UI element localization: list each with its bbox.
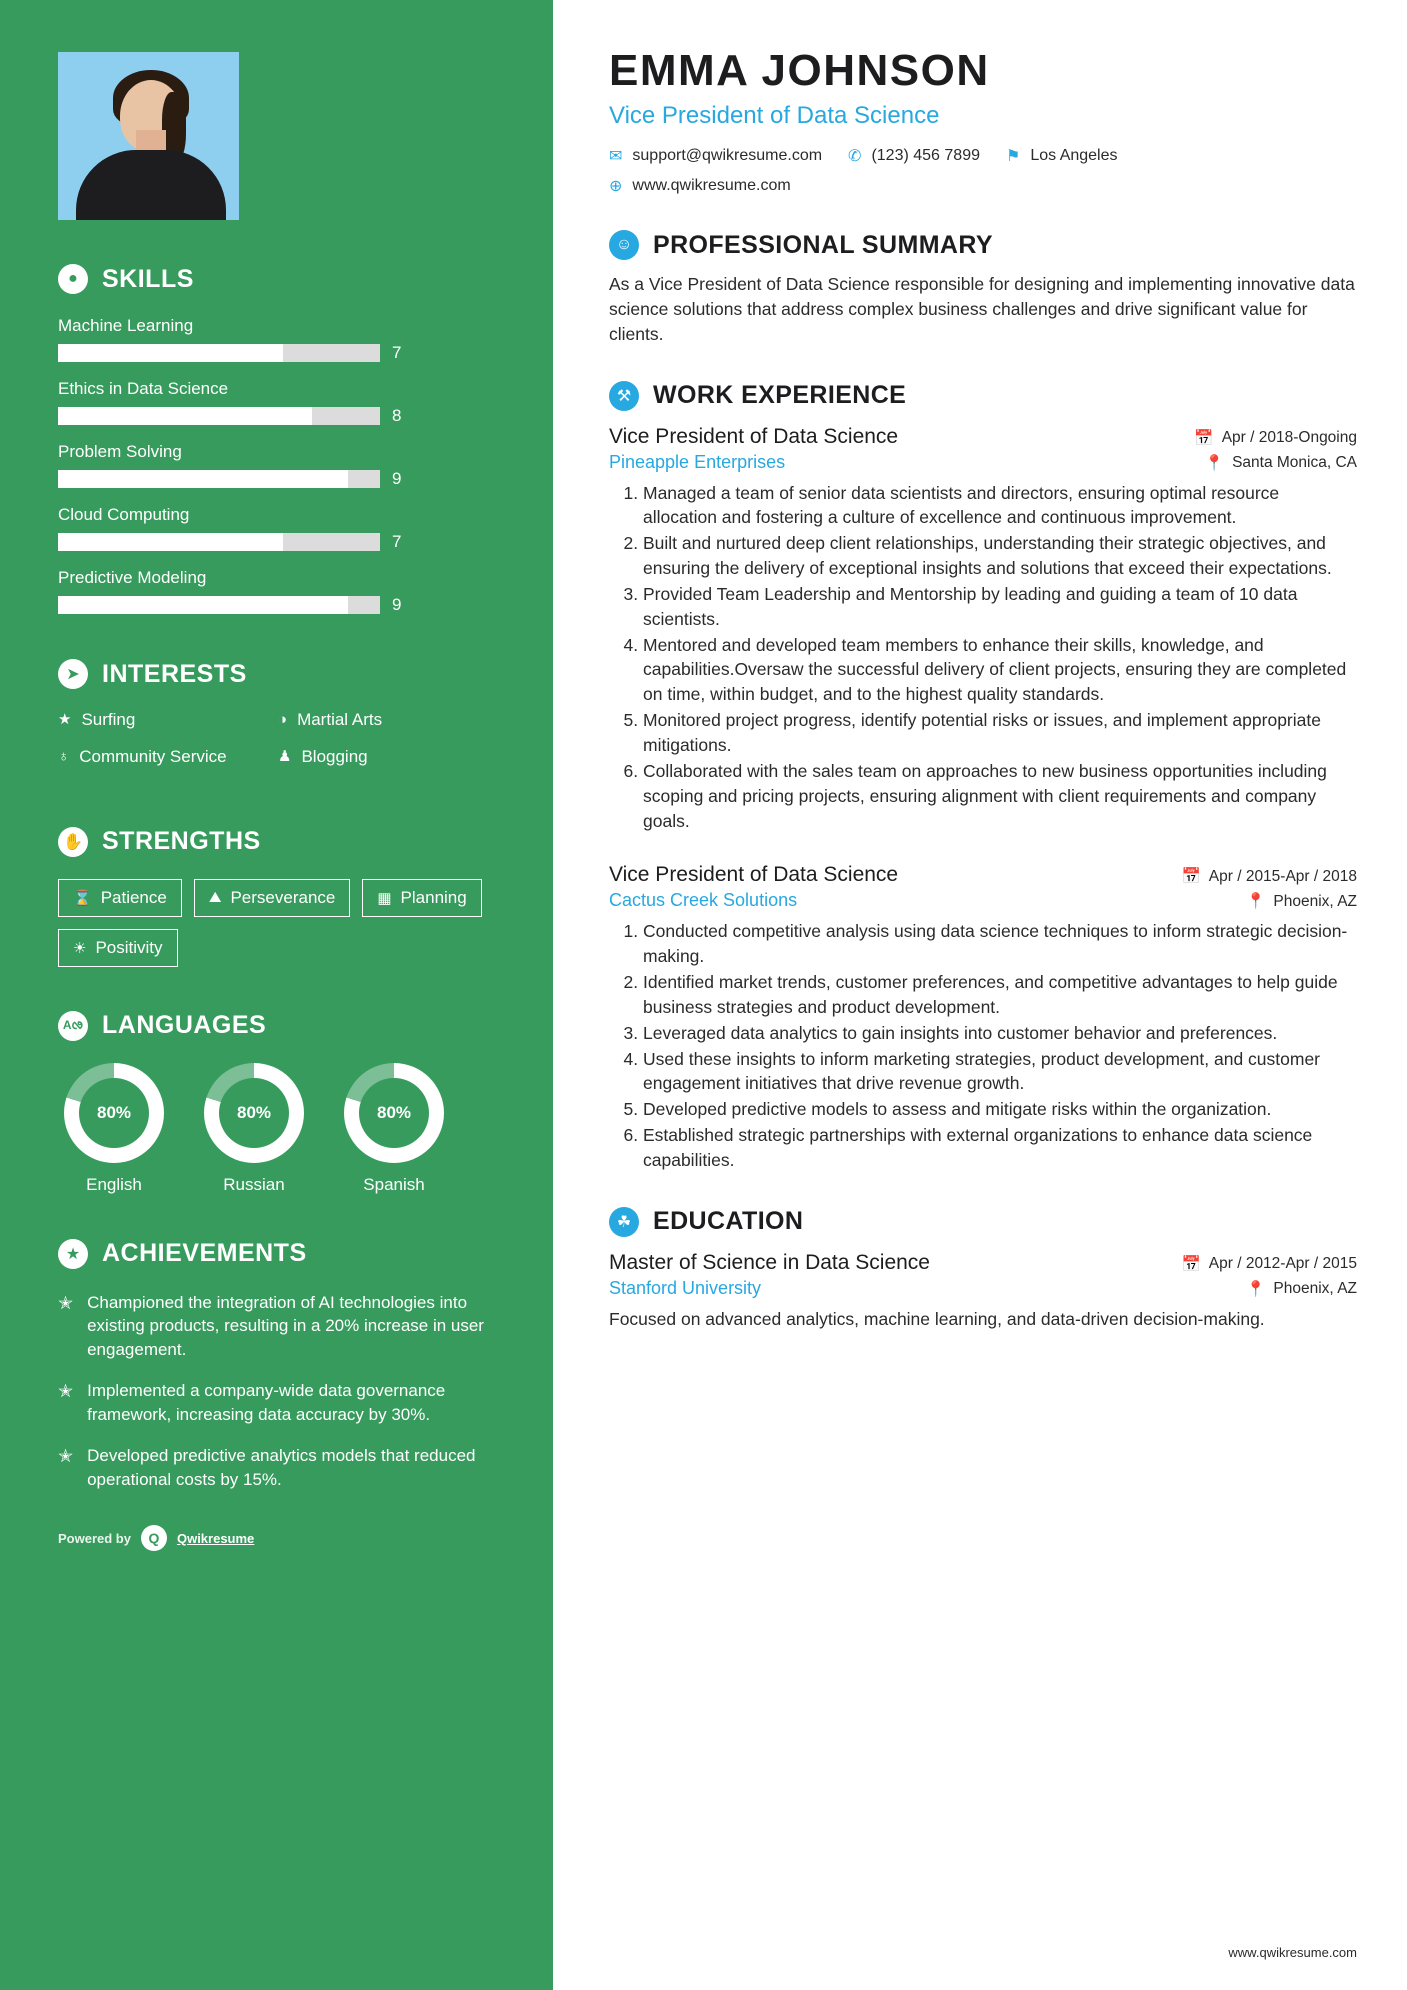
ribbon-star-icon: ✭ bbox=[58, 1446, 74, 1467]
interest-label: Community Service bbox=[79, 746, 227, 766]
calendar-icon: ▦ bbox=[377, 889, 392, 907]
strengths-list bbox=[58, 879, 498, 967]
work-bullet: 4. Mentored and developed team members to enhance their skills, knowledge, and capabilities.Oversaw the successful delivery of client projects, ensuring they are completed on time, within budget, and to the highest quality standards. bbox=[643, 633, 1357, 708]
summary-title: PROFESSIONAL SUMMARY bbox=[653, 230, 993, 259]
languages-list bbox=[58, 1063, 498, 1195]
work-title: WORK EXPERIENCE bbox=[653, 381, 907, 410]
globe-icon: ⊕ bbox=[609, 178, 623, 195]
summary-section-header bbox=[609, 230, 1357, 260]
interest-label: Surfing bbox=[81, 710, 136, 729]
map-pin-icon: 📍 bbox=[1246, 893, 1266, 911]
powered-by-label: Powered by bbox=[58, 1530, 131, 1546]
skill-item bbox=[58, 505, 498, 552]
people-icon: ♟ bbox=[278, 747, 292, 765]
language-item bbox=[198, 1063, 310, 1195]
strength-label: Perseverance bbox=[230, 887, 336, 907]
skill-label: Cloud Computing bbox=[58, 505, 190, 524]
achievements-list bbox=[58, 1291, 498, 1491]
strength-item bbox=[58, 929, 178, 967]
contact-website-text: www.qwikresume.com bbox=[632, 177, 791, 194]
globe-icon: ◑ bbox=[278, 711, 288, 728]
skill-label: Predictive Modeling bbox=[58, 568, 207, 587]
strengths-title: STRENGTHS bbox=[102, 827, 261, 856]
achievement-item bbox=[58, 1444, 498, 1491]
phone-icon: ✆ bbox=[848, 148, 862, 165]
language-percent: 80% bbox=[219, 1078, 289, 1148]
language-item bbox=[58, 1063, 170, 1195]
work-bullet: 1. Managed a team of senior data scientists and directors, ensuring optimal resource allocation and fostering a culture of excellence and continuous improvement. bbox=[643, 481, 1357, 531]
contact-phone-text: (123) 456 7899 bbox=[871, 147, 980, 164]
ribbon-star-icon: ✭ bbox=[58, 1381, 74, 1402]
map-pin-icon: ⚑ bbox=[1005, 148, 1021, 165]
summary-text: As a Vice President of Data Science responsible for designing and implementing innovative data science solutions that address complex business challenges and drive significant value for clients. bbox=[609, 274, 1355, 344]
sun-icon: ☀ bbox=[73, 939, 87, 957]
work-location bbox=[1205, 454, 1357, 473]
contact-phone[interactable] bbox=[848, 146, 980, 166]
language-label: English bbox=[86, 1174, 142, 1194]
progress-ring bbox=[344, 1063, 444, 1163]
work-date-text: Apr / 2015-Apr / 2018 bbox=[1208, 867, 1357, 885]
skill-label: Ethics in Data Science bbox=[58, 379, 229, 398]
work-bullet: 3. Provided Team Leadership and Mentorship by leading and guiding a team of 10 data scientists. bbox=[643, 582, 1357, 632]
work-bullet: 2. Identified market trends, customer preferences, and competitive advantages to help guide business strategies and product development. bbox=[643, 970, 1357, 1020]
skill-value: 9 bbox=[392, 595, 402, 614]
powered-by[interactable] bbox=[58, 1525, 498, 1581]
achievement-text: Developed predictive analytics models that reduced operational costs by 15%. bbox=[87, 1446, 476, 1489]
work-location bbox=[1246, 892, 1357, 911]
work-bullets bbox=[643, 919, 1357, 1172]
contact-location-text: Los Angeles bbox=[1030, 147, 1118, 164]
work-date bbox=[1181, 867, 1357, 886]
avatar bbox=[58, 52, 239, 220]
work-location-text: Santa Monica, CA bbox=[1232, 454, 1357, 472]
calendar-icon: 📅 bbox=[1194, 429, 1214, 447]
work-bullets bbox=[643, 481, 1357, 834]
skill-item bbox=[58, 316, 498, 363]
strength-item bbox=[58, 879, 182, 917]
map-pin-icon: 📍 bbox=[1246, 1280, 1266, 1298]
skill-bar bbox=[58, 407, 380, 425]
achievement-item bbox=[58, 1291, 498, 1361]
calendar-icon: 📅 bbox=[1181, 1255, 1201, 1273]
interest-label: Martial Arts bbox=[297, 710, 383, 729]
strength-item bbox=[362, 879, 481, 917]
interest-item bbox=[278, 709, 498, 732]
work-bullet: 6. Collaborated with the sales team on approaches to new business opportunities including scoping and pricing projects, ensuring alignment with client requirements and company goals. bbox=[643, 759, 1357, 834]
badge-star-icon: ★ bbox=[58, 1239, 88, 1269]
progress-ring bbox=[204, 1063, 304, 1163]
progress-ring bbox=[64, 1063, 164, 1163]
work-bullet: 6. Established strategic partnerships with external organizations to enhance data science capabilities. bbox=[643, 1123, 1357, 1173]
map-pin-icon: 📍 bbox=[1204, 454, 1225, 472]
language-percent: 80% bbox=[359, 1078, 429, 1148]
skill-value: 7 bbox=[392, 343, 402, 362]
calendar-icon: 📅 bbox=[1181, 868, 1201, 886]
education-section-header bbox=[609, 1207, 1357, 1237]
education-date-text: Apr / 2012-Apr / 2015 bbox=[1208, 1255, 1357, 1273]
education-title: EDUCATION bbox=[653, 1207, 804, 1236]
languages-section-header bbox=[58, 1011, 498, 1041]
education-degree: Master of Science in Data Science bbox=[609, 1250, 930, 1274]
page-title: EMMA JOHNSON bbox=[609, 46, 990, 95]
interests-list bbox=[58, 709, 498, 783]
shield-icon: ♁ bbox=[58, 747, 70, 765]
main-content bbox=[553, 0, 1407, 1990]
education-location-text: Phoenix, AZ bbox=[1273, 1280, 1357, 1298]
education-entry bbox=[609, 1251, 1357, 1332]
achievement-item bbox=[58, 1379, 498, 1426]
skill-value: 8 bbox=[392, 406, 402, 425]
achievement-text: Implemented a company-wide data governance framework, increasing data accuracy by 30%. bbox=[87, 1381, 446, 1424]
ribbon-star-icon: ✭ bbox=[58, 1292, 74, 1313]
skills-title: SKILLS bbox=[102, 264, 194, 293]
skills-list bbox=[58, 316, 498, 615]
work-bullet: 5. Developed predictive models to assess and mitigate risks within the organization. bbox=[643, 1097, 1357, 1122]
achievement-text: Championed the integration of AI technologies into existing products, resulting in a 20% increase in user engagement. bbox=[87, 1292, 484, 1359]
work-date-text: Apr / 2018-Ongoing bbox=[1221, 429, 1357, 447]
contact-location bbox=[1006, 146, 1118, 166]
interest-label: Blogging bbox=[301, 746, 368, 766]
education-school: Stanford University bbox=[609, 1277, 762, 1298]
language-percent: 80% bbox=[79, 1078, 149, 1148]
skill-bar bbox=[58, 470, 380, 488]
strengths-section-header bbox=[58, 827, 498, 857]
paper-plane-icon: ➤ bbox=[58, 659, 88, 689]
interests-section-header bbox=[58, 659, 498, 689]
skill-value: 9 bbox=[392, 469, 402, 488]
achievements-section-header bbox=[58, 1239, 498, 1269]
mountain-icon: ⛰ bbox=[208, 889, 222, 907]
contact-list bbox=[609, 146, 1357, 196]
skill-item bbox=[58, 379, 498, 426]
interest-item bbox=[58, 709, 278, 732]
contact-email-text: support@qwikresume.com bbox=[632, 147, 823, 164]
work-bullet: 3. Leveraged data analytics to gain insights into customer behavior and preferences. bbox=[643, 1021, 1357, 1046]
skill-label: Problem Solving bbox=[58, 442, 182, 461]
contact-website[interactable] bbox=[609, 176, 1357, 196]
work-job-title: Vice President of Data Science bbox=[609, 424, 899, 448]
work-bullet: 2. Built and nurtured deep client relationships, understanding their strategic objectives, and ensuring the delivery of exceptional insights and solutions that exceed their expectations. bbox=[643, 531, 1357, 581]
star-icon: ★ bbox=[58, 711, 72, 728]
education-location bbox=[1246, 1280, 1357, 1299]
job-role-subtitle: Vice President of Data Science bbox=[609, 102, 940, 129]
interests-title: INTERESTS bbox=[102, 659, 247, 688]
graduation-cap-icon: ☘ bbox=[609, 1207, 639, 1237]
interest-item bbox=[278, 746, 498, 769]
briefcase-icon: ⚒ bbox=[609, 381, 639, 411]
strength-label: Patience bbox=[100, 887, 167, 907]
work-job-title: Vice President of Data Science bbox=[609, 863, 899, 887]
hourglass-icon: ⌛ bbox=[73, 889, 92, 907]
work-date bbox=[1194, 429, 1357, 448]
contact-email[interactable] bbox=[609, 146, 822, 166]
work-company: Pineapple Enterprises bbox=[609, 451, 786, 472]
education-date bbox=[1181, 1255, 1357, 1274]
user-circle-icon: ☺ bbox=[609, 230, 639, 260]
language-item bbox=[338, 1063, 450, 1195]
skill-value: 7 bbox=[392, 532, 402, 551]
work-company: Cactus Creek Solutions bbox=[609, 890, 798, 911]
skill-item bbox=[58, 568, 498, 615]
work-bullet: 1. Conducted competitive analysis using data science techniques to inform strategic decision-making. bbox=[643, 919, 1357, 969]
work-entry bbox=[609, 425, 1357, 834]
skill-item bbox=[58, 442, 498, 489]
work-bullet: 4. Used these insights to inform marketing strategies, product development, and customer engagement initiatives that drive revenue growth. bbox=[643, 1047, 1357, 1097]
skill-bar bbox=[58, 533, 380, 551]
footer-website: www.qwikresume.com bbox=[1228, 1945, 1357, 1960]
languages-title: LANGUAGES bbox=[102, 1011, 267, 1040]
work-location-text: Phoenix, AZ bbox=[1273, 892, 1357, 910]
work-section-header bbox=[609, 381, 1357, 411]
translate-icon: Aᰒ bbox=[58, 1011, 88, 1041]
skills-section-header bbox=[58, 264, 498, 294]
skill-bar bbox=[58, 596, 380, 614]
interest-item bbox=[58, 746, 278, 769]
strength-item bbox=[194, 879, 351, 917]
sidebar bbox=[0, 0, 553, 1990]
lightbulb-icon: ● bbox=[58, 264, 88, 294]
work-entry bbox=[609, 863, 1357, 1172]
qwikresume-link[interactable]: Qwikresume bbox=[176, 1530, 255, 1546]
achievements-title: ACHIEVEMENTS bbox=[102, 1239, 307, 1268]
education-description: Focused on advanced analytics, machine learning, and data-driven decision-making. bbox=[609, 1308, 1265, 1329]
qwikresume-logo-icon: Q bbox=[141, 1525, 167, 1551]
skill-label: Machine Learning bbox=[58, 316, 194, 335]
strength-label: Planning bbox=[400, 887, 467, 907]
fist-icon: ✋ bbox=[58, 827, 88, 857]
envelope-icon: ✉ bbox=[609, 148, 623, 165]
language-label: Spanish bbox=[363, 1174, 425, 1194]
strength-label: Positivity bbox=[95, 937, 163, 957]
language-label: Russian bbox=[223, 1174, 285, 1194]
skill-bar bbox=[58, 344, 380, 362]
work-bullet: 5. Monitored project progress, identify potential risks or issues, and implement appropriate mitigations. bbox=[643, 708, 1357, 758]
